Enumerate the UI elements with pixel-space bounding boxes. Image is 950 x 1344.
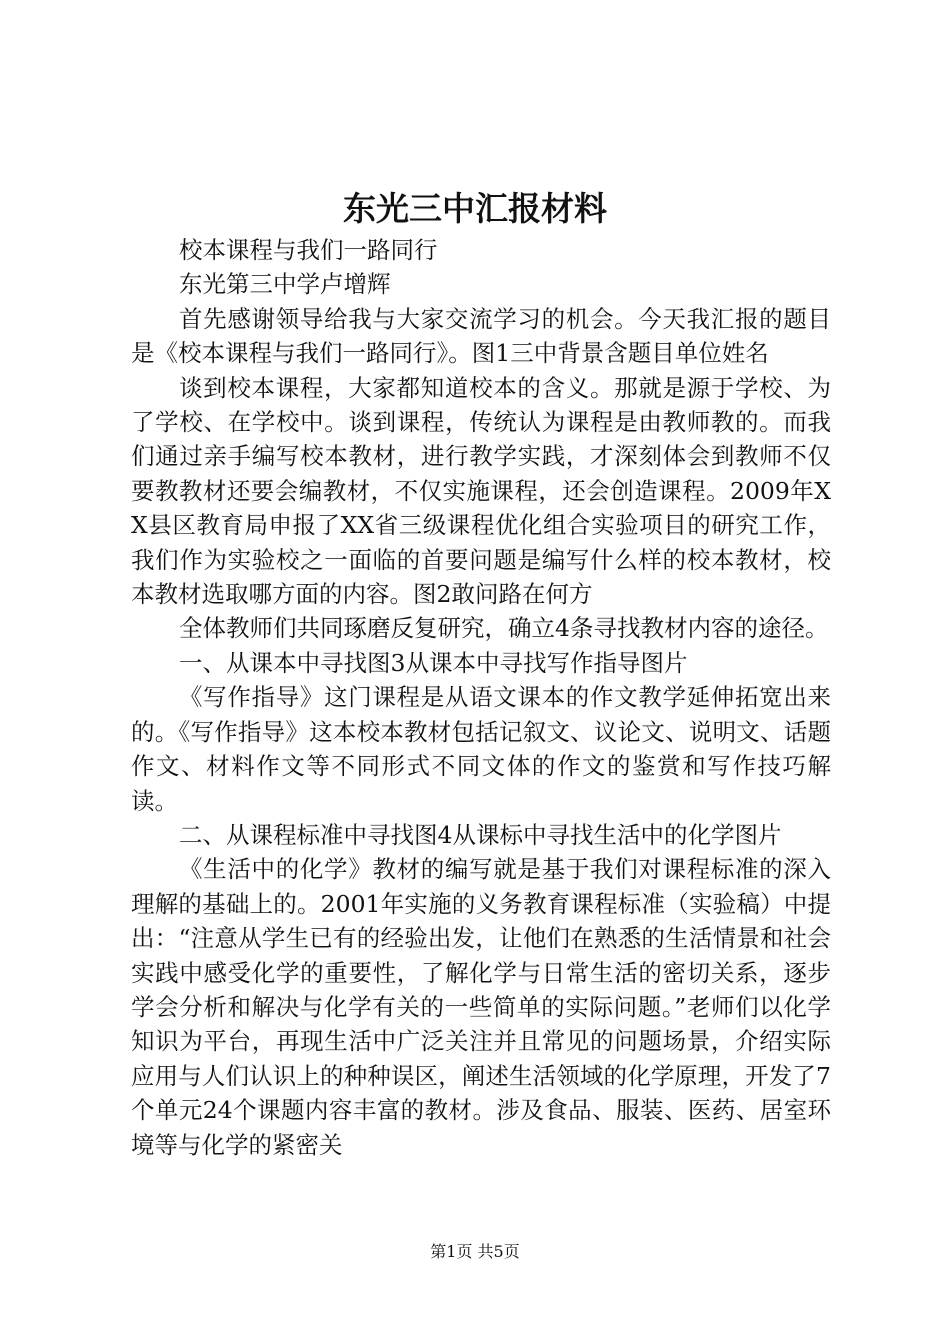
paragraph-writing-guide: 《写作指导》这门课程是从语文课本的作文教学延伸拓宽出来的。《写作指导》这本校本教材包括记叙文、议论文、说明文、话题作文、材料作文等不同形式不同文体的作文的鉴赏和写作技巧解读。 — [131, 683, 831, 815]
paragraph-subtitle: 校本课程与我们一路同行 — [179, 236, 438, 264]
document-body — [131, 233, 831, 1162]
page-footer: 第1页 共5页 — [430, 1242, 520, 1261]
paragraph-chemistry: 《生活中的化学》教材的编写就是基于我们对课程标准的深入理解的基础上的。2001年实施的义务教育课程标准（实验稿）中提出：“注意从学生已有的经验出发，让他们在熟悉的生活情景和社会实践中感受化学的重要性，了解化学与日常生活的密切关系，逐步学会分析和解决与化学有关的一些简单的实际问题。”老师们以化学知识为平台，再现生活中广泛关注并且常见的问题场景，介绍实际应用与人们认识上的种种误区，阐述生活领域的化学原理，开发了7个单元24个课题内容丰富的教材。涉及食品、服装、医药、居室环境等与化学的紧密关 — [131, 855, 831, 1159]
document-title: 东光三中汇报材料 — [343, 189, 607, 228]
paragraph-author: 东光第三中学卢增辉 — [179, 270, 391, 299]
section-heading-1: 一、从课本中寻找图3从课本中寻找写作指导图片 — [179, 648, 688, 677]
section-heading-2: 二、从课程标准中寻找图4从课标中寻找生活中的化学图片 — [179, 820, 782, 849]
paragraph-background: 谈到校本课程，大家都知道校本的含义。那就是源于学校、为了学校、在学校中。谈到课程，传统认为课程是由教师教的。而我们通过亲手编写校本教材，进行教学实践，才深刻体会到教师不仅要教教材还要会编教材，不仅实施课程，还会创造课程。2009年XX县区教育局申报了XX省三级课程优化组合实验项目的研究工作，我们作为实验校之一面临的首要问题是编写什么样的校本教材，校本教材选取哪方面的内容。图2敢问路在何方 — [131, 373, 831, 609]
paragraph-intro: 首先感谢领导给我与大家交流学习的机会。今天我汇报的题目是《校本课程与我们一路同行》。图1三中背景含题目单位姓名 — [131, 304, 831, 368]
paragraph-approaches: 全体教师们共同琢磨反复研究，确立4条寻找教材内容的途径。 — [179, 614, 829, 643]
